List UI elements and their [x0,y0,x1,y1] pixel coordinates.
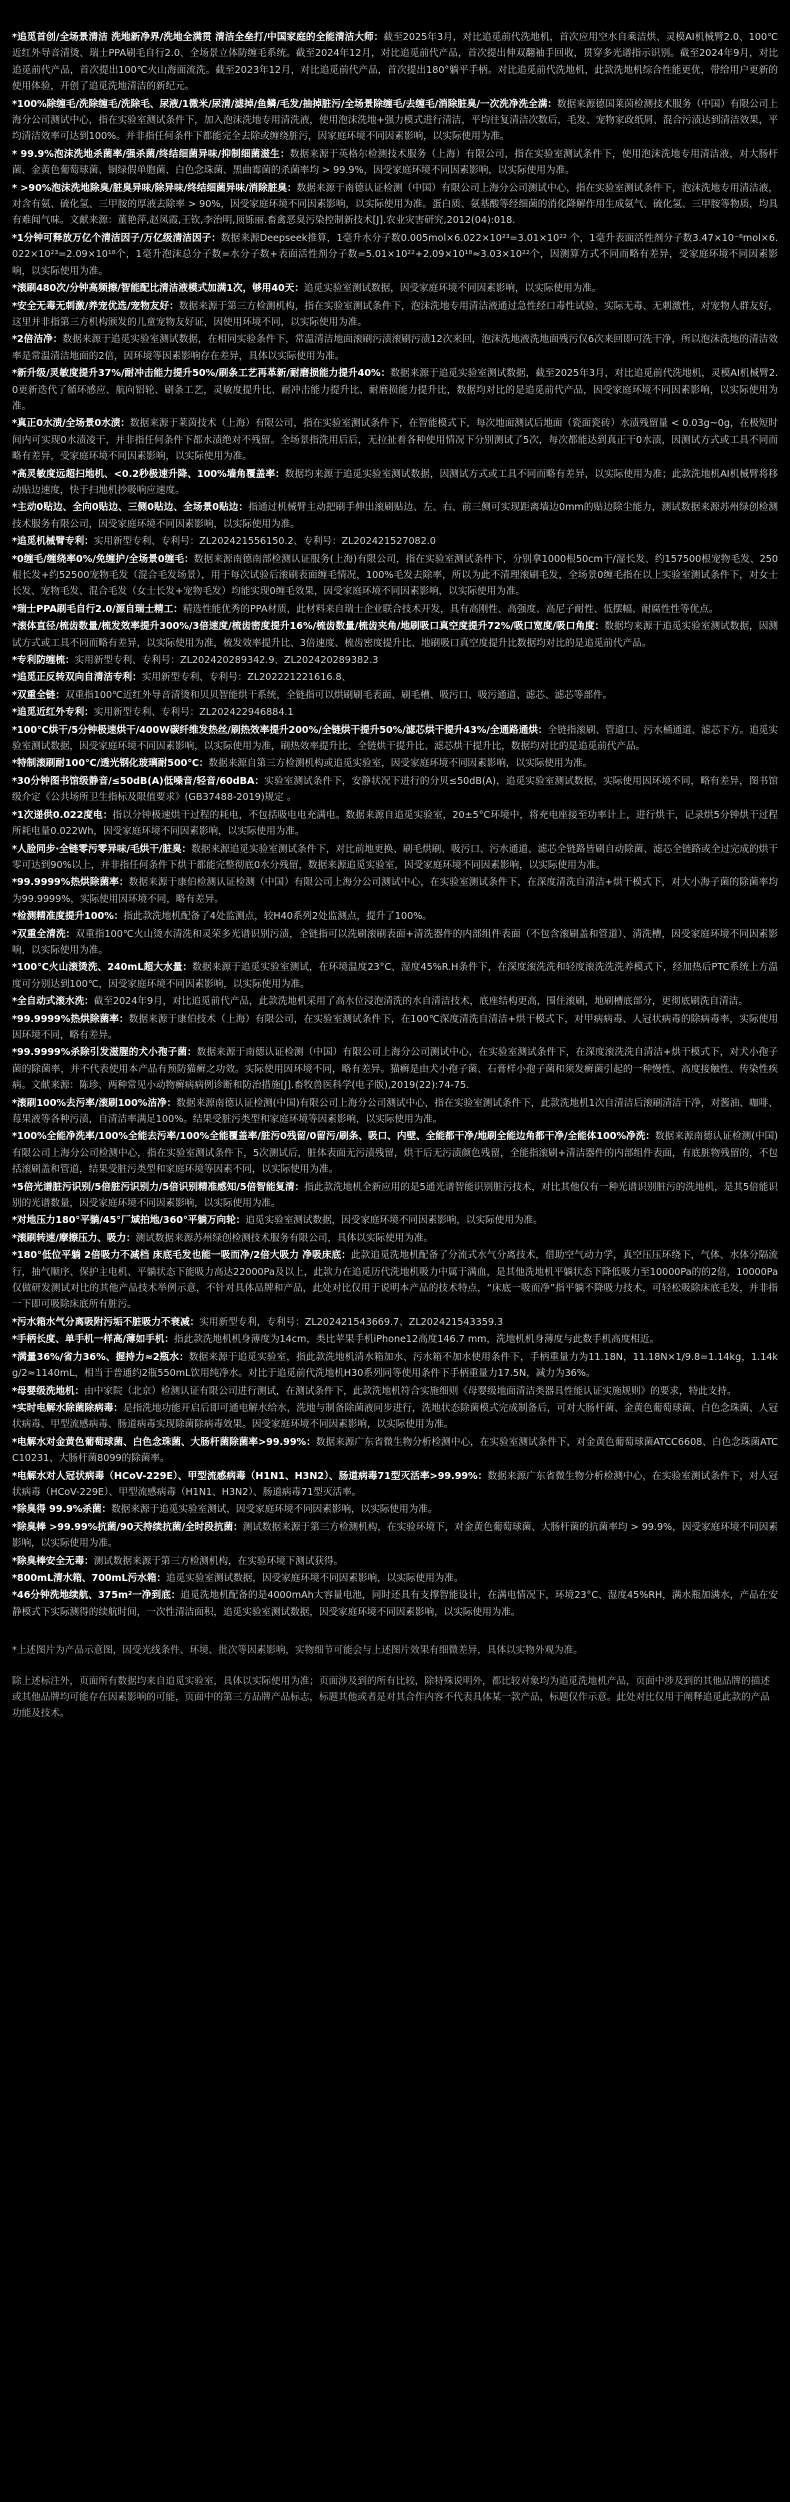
claim-text: 追觅实验室测试数据，因受家庭环境不同因素影响，以实际使用为准。 [166,1572,464,1584]
claim-text: 数据来源追觅实验室测试条件下，对比前地更换、刷毛烘刷、吸污口、污水通道、滤芯全链路皆刷自动除菌、滤芯全链路或全过完成的烘干零可达到90%以上，并非指任何条件下烘干都能完整彻底0水分残留，数据来源追觅实验室，因受家庭环境不同因素影响，以实际使用为准。 [12,843,779,871]
claim-heading: *99.9999%热烘除菌率： [12,1013,129,1025]
claim-paragraph [12,1045,778,1094]
claim-heading: *1分钟可释放万亿个清洁因子/万亿级清洁因子： [12,232,221,244]
claim-heading: *电解水对金黄色葡萄球菌、白色念珠菌、大肠杆菌除菌率>99.99%： [12,1436,316,1448]
claim-paragraph [12,1435,778,1468]
claim-text: 测试数据来源苏州绿创检测技术服务有限公司，具体以实际使用为准。 [135,1232,434,1244]
claim-text: 数据来源南德认证检测(中国)有限公司上海分公司测试中心，指在实验室测试条件下，此款洗地机1次自清洁后滚刷清洁干净，对酱油、咖啡、莓果液等各种污渍，自清洁率满足100%。结果受脏污类型和家庭环境等因素影响，以实际使用为准。 [12,1097,778,1125]
claim-text: 数据来源于追觅实验室，指此款洗地机清水箱加水、污水箱不加水使用条件下，手柄重量力为11.18N，11.18N×1/9.8=1.14kg，1.14kg/2≈1140mL，相当于普通约2瓶550mL饮用纯净水。对比于追觅前代洗地机H30系列同等使用条件下手柄重量力17.5N，减力为36%。 [12,1351,778,1380]
claim-text: 指此款洗地机配备了4处监测点，较H40系列2处监测点，提升了100%。 [123,911,432,923]
claim-text: 数据来源南德南部检测认证服务(上海)有限公司，指在实验室测试条件下，分别拿1000根50cm干/湿长发、约157500根宠物毛发、250根长发+约52500宠物毛发（混合毛发场景），用于每次试验后滚刷表面缠毛情况，100%毛发去除率，所以为此不清理滚刷毛发，全场景0缠毛指在以上实验室测试条件下，对女士长发、宠物毛发、混合毛发（女士长发+宠物毛发）均能实现0缠毛效果，因受家庭环境不同因素影响，以实际使用为准。 [12,553,778,598]
claim-heading: *5倍光谱脏污识别/5倍脏污识别力/5倍识别精准感知/5倍智能复清： [12,1181,305,1193]
claim-paragraph [12,1129,778,1178]
claim-text: 数据来源德国莱茵检测技术服务（中国）有限公司上海分公司测试中心，指在实验室测试条件下，加入泡沫洗地专用清洗液，使用泡沫洗地+强力模式进行清洁，平均往复清洁次数后，毛发、宠物家政纸屑、混合污渍达到清洁效果，平均清洁效率可达到100%。并非指任何条件下都能完全去除或缠绕脏污，因家庭环境不同因素影响，以实际使用为准。 [12,98,778,143]
claim-paragraph [12,653,778,669]
footnotes [12,1643,778,1723]
claim-paragraph [12,774,778,807]
claim-heading: *1次递供0.022度电： [12,809,113,821]
claim-paragraph [12,1180,778,1213]
claim-paragraph [12,705,778,721]
claim-text: 数据来源于康伯技术（上海）有限公司，在实验室测试条件下，在100℃深度清洗自清洁+烘干模式下，对甲病病毒、人冠状病毒的除病毒率，实际使用因环境不同，略有差异。 [12,1013,779,1041]
claim-heading: *高灵敏度远超扫地机、<0.2秒极速升降、100%墙角覆盖率： [12,468,285,480]
claim-text: 数据来源于追觅实验室测试，在环境温度23°C、湿度45%R.H条件下，在深度滚洗洗和轻度滚洗洗洗养模式下，经加热后PTC系统上方温度可分别达到100℃，因受家庭环境不同因素影响，以实际使用为准。 [12,962,778,990]
claim-paragraph [12,1012,778,1045]
claim-text: 追觅洗地机配备的是4000mAh大容量电池，同时还具有支撑智能设计，在满电情况下，环境23°C、湿度45%RH，满水瓶加满水，产品在安静模式下实际测得的续航时间，一次性清洁面积，追觅实验室测试数据，因受家庭环境不同因素影响，以实际使用为准。 [12,1590,779,1618]
claim-paragraph [12,688,778,704]
claim-heading: *800mL清水箱、700mL污水箱： [12,1572,167,1584]
claim-heading: *电解水对人冠状病毒（HCoV-229E）、甲型流感病毒（H1N1、H3N2）、肠道病毒71型灭活率>99.99%： [12,1470,488,1482]
claim-paragraph [12,281,778,297]
claim-heading: * >90%泡沫洗地除臭/脏臭异味/除异味/终结细菌异味/消除脏臭： [12,182,297,194]
claim-paragraph [12,619,778,652]
claim-text: 截至2025年3月，对比追觅前代洗地机，首次应用空水自乘洁烘、灵模AI机械臂2.0、100℃近红外导音清烫、瑞士PPA刷毛自行2.0、全场景立体防缠毛系统。截至2024年12月，对比追觅前代产品，首次提出伸双翻袖手回收，贯穿多光谱指示识别。截至2024年9月，对比追觅前代产品，首次提出100℃火山海面流洗。截至2023年12月，对比追觅前代产品，首次提出180°躺平手柄。对比追觅前代洗地机，此款洗地机综合性能更优，带给用户更新的使用体验，开创了追觅洗地清洁的新纪元。 [12,32,778,93]
claim-paragraph [12,1332,778,1348]
claim-heading: *滚刷转速/摩擦压力、吸力： [12,1232,136,1244]
claim-paragraph [12,602,778,618]
claim-paragraph [12,756,778,772]
claim-paragraph [12,534,778,550]
claim-heading: *滚体直径/梳齿数量/梳发效率提升300%/3倍速度/梳齿密度提升16%/梳齿数量/梳齿夹角/地刷吸口真空度提升72%/吸口宽度/吸口角度： [12,621,605,633]
claim-text: 数据来源于追觅实验室测试数据，截至2025年3月，对比追觅前代洗地机，灵模AI机械臂2.0更新迭代了循环感应、航向铝轮、刷条工艺，灵敏度提升比、耐冲击能力提升比、耐磨损能力提升比，数据均对比的是追觅前代产品，因受家庭环境不同因素影响，以实际使用为准。 [12,368,778,412]
claim-heading: *100℃火山滚烫洗、240mL超大水量： [12,962,193,974]
claim-text: 指通过机械臂主动把刷手伸出滚刷贴边、左、右、前三侧可实现距离墙边0mm的贴边除尘能力，测试数据来源苏州绿创检测技术服务有限公司，因受家庭环境不同因素影响，以实际使用为准。 [12,502,778,530]
claim-text: 数据来源于南德认证检测（中国）有限公司上海分公司测试中心，指在实验室测试条件下，泡沫洗地专用清洁液，对含有氨、硫化氢、三甲胺的厚液去除率 > 90%，因受家庭环境不同因素影响，以实际使用为准。蛋白质、氨基酸等经细菌的消化降解作用生成氨气、硫化氢、三甲胺等物质，均具有难闻气味。文献来源：董艳萍,赵凤霞,王钦,李治明,顶铄丽.畜禽恶臭污染控制新技术[J].农业灾害研究,2012(04):018. [12,182,779,227]
claim-heading: *滚刷100%去污率/滚刷100%洁净： [12,1097,177,1109]
claim-paragraph [12,416,778,465]
claim-text: 数据来源于南德认证检测（中国）有限公司上海分公司测试中心，在实验室测试条件下，在深度滚洗洗自清洁+烘干模式下，对犬小孢子菌的除菌率，并不代表使用本产品有预防猫癣之功效。实际使用因环境不同，略有差异。猫癣是由犬小孢子菌、石膏样小孢子菌和须发癣菌引起的一种慢性、高度接触性、传染性疾病。文献来源：陈珍、两种常见小动物癣病病例诊断和防治措施[J].畜牧兽医科学(电子版),2019(22):74-75. [12,1047,778,1092]
claim-heading: *除臭棒安全无毒： [12,1555,94,1567]
claim-heading: *100%全能净洗率/100%全能去污率/100%全能覆盖率/脏污0残留/0留污/刷条、吸口、内壁、全能都干净/地刷全能边角都干净/全能体100%净洗： [12,1131,655,1143]
claim-heading: *双重全链： [12,689,65,701]
claim-paragraph [12,1350,778,1383]
claim-paragraph [12,1096,778,1129]
claim-paragraph [12,1571,778,1587]
claim-text: 数据来源于莱茵技术（上海）有限公司，指在实验室测试条件下，在智能模式下，每次地面测试后地面（瓷面瓷砖）水渍残留量 < 0.03g~0g，在极短时间内可实现0水渍凌干，并非指任何条件下都水渍绝对不残留。全场景指洗用后后，无拉扯着各种使用情况下分别测试了5次，每次都能达到真正干0水渍，因测试方式或工具不同而略有差异，受家庭环境不同因素影响，以实际使用为准。 [12,418,779,463]
claim-text: 追觅实验室测试数据，因受家庭环境不同因素影响，以实际使用为准。 [245,1215,543,1227]
claim-text: 数据来源广东省微生物分析检测中心，在实验室测试条件下，对金黄色葡萄球菌ATCC6608、白色念珠菌ATCC10231、大肠杆菌8099的除菌率。 [12,1436,779,1465]
claim-text: 精选性能优秀的PPA材质，此材料来自瑞士企业联合技术开发，具有高刚性、高强度、高尼子耐性、低摆幅、耐腐性性等优点。 [182,603,719,615]
claim-heading: *新升级/灵敏度提升37%/耐冲击能力提升50%/刷条工艺再革新/耐磨损能力提升40%： [12,368,391,380]
claim-paragraph [12,299,778,332]
claim-heading: *污水箱水气分离吸附污垢不脏吸力不衰减： [12,1316,200,1328]
claim-text: 双重指100℃火山烫水清洗和灵荣多光谱识别污渍，全链指可以洗刷滚刷表面+清洗器件的内部组件表面（不包含滚刷盖和管道）、清洗槽，因受家庭环境不同因素影响，以实际使用为准。 [12,928,778,956]
claim-text: 由中家院（北京）检测认证有限公司进行测试，在测试条件下，此款洗地机符合实施细则《母婴级地面清洁类器具性能认证实施规则》的要求，特此支持。 [84,1385,737,1397]
claim-paragraph [12,875,778,908]
claim-text: 数据来源广东省微生物分析检测中心，在实验室测试条件下，对人冠状病毒（HCoV-229E）、甲型流感病毒（H1N1、H3N2）、肠道病毒71型灭活率。 [12,1470,779,1498]
claim-heading: *真正0水渍/全场景0水渍： [12,418,131,430]
claim-paragraph [12,1315,778,1331]
claim-heading: *100%除缠毛/洗除缠毛/洗除毛、尿液/1微米/尿清/滤掉/鱼鳞/毛发/抽掉脏污/全场景除缠毛/去缠毛/消除脏臭/一次洗净洗全满： [12,98,557,110]
claim-heading: *手柄长度、单手机一样高/薄如手机： [12,1334,175,1346]
claim-paragraph [12,1401,778,1434]
claim-text: 数据来源自第三方检测机构或追觅实验室，因受家庭环境不同因素影响，以实际使用为准。 [208,758,593,770]
claim-paragraph [12,366,778,415]
claim-paragraph [12,467,778,500]
claim-heading: *追觅机械臂专利： [12,536,94,548]
claim-text: 指以分钟极速烘干过程的耗电，不包括吸电电充满电。数据来源自追觅实验室，20±5°C环境中，将充电座接至功率计上，进行烘干，记录烘5分钟烘干过程所耗电量0.022Wh，因受家庭环境不同因素影响，以实际使用为准。 [12,809,778,838]
claim-paragraph [12,1469,778,1502]
claim-heading: *全自动式滚水洗： [12,996,94,1008]
claim-heading: *99.9999%热烘除菌率： [12,877,129,889]
claim-text: 实验室测试条件下，安静状况下进行的分贝≤50dB(A)，追觅实验室测试数据，实际使用因环境不同，略有差异，图书馆级介定《公共场所卫生指标及限值要求》(GB37488-2019)规定 。 [12,775,778,804]
claim-heading: *100℃烘干/5分钟极速烘干/400W碳纤维发热丝/刷热效率提升200%/全链烘干提升50%/滤芯烘干提升43%/全通路通烘： [12,724,548,736]
claim-text: 实用新型专利，专利号：ZL202421543669.7、ZL202421543359.3 [199,1316,504,1328]
claims-list [12,30,778,1621]
claim-heading: *双重全清洗： [12,928,76,940]
footnote-data-source: 除上述标注外，页面所有数据均来自追觅实验室，具体以实际使用为准；页面涉及到的所有比较，除特殊说明外，都比较对象均为追觅洗地机产品，页面中涉及到的其他品牌的描述或其他品牌均可能存在因素影响的可能，页面中的第三方品牌产品标志，标题其他或者是对其合作内容不代表具体某一款产品，标题仅作示意。此处对比仅用于阐释追觅此款的产品功能及技术。 [12,1675,770,1720]
claim-heading: *安全无毒无刺激/养宠优选/宠物友好： [12,300,179,312]
claim-text: 数据来源于追觅实验室测试，因受家庭环境不同因素影响，以实际使用为准。 [111,1504,438,1516]
claim-paragraph [12,1520,778,1553]
claim-paragraph [12,1554,778,1570]
claim-paragraph [12,1384,778,1400]
claim-paragraph [12,927,778,960]
claim-paragraph [12,1231,778,1247]
claim-text: 数据来源Deepseek推算，1毫升水分子数0.005mol×6.022×10²³=3.01×10²² 个，1毫升表面活性剂分子数3.47×10⁻⁶mol×6.022×10²³=2.09×10¹⁸个，1毫升泡沫总分子数=水分子数+表面活性剂分子数=5.01×10²²+2.09×10¹⁸≈3.03×10²²个，因测算方式不同而略有差异，受家庭环境不同因素影响，以实际使用为准。 [12,232,778,277]
claim-paragraph [12,808,778,841]
claim-text: 数据来源于追觅实验室测试数据，在相同实验条件下，常温清洁地面滚刷污渍滚刷污渍12次来回，泡沫洗地液洗地面残污仅6次来回即可洗干净，所以泡沫洗地的清洁效率是常温清洁地面的2倍，因环境等因素影响存在差异，具体以实际使用为准。 [12,334,778,362]
claim-text: 实用新型专利、专利号：ZL202420289342.9、ZL202420289382.3 [74,655,379,667]
claim-paragraph [12,181,778,230]
claim-paragraph [12,30,778,96]
claim-paragraph [12,723,778,756]
claim-text: 实用新型专利、专利号：ZL202422946884.1 [93,707,294,719]
claim-text: 测试数据来源于第三方检测机构，在实验环境下测试获得。 [93,1555,344,1567]
claim-paragraph [12,994,778,1010]
claim-heading: *人脸同步·全链零污零异味/毛烘干/脏臭： [12,843,192,855]
claim-text: 是指洗地功能开启后即可通电解水给水，洗地与制备除菌液同步进行，洗地状态除菌模式完成制备后，可对大肠杆菌、金黄色葡萄球菌、白色念珠菌、人冠状病毒、甲型流感病毒、肠道病毒实现除菌除病毒效果。因受家庭环境不同因素影响，以实际使用为准。 [12,1402,778,1431]
claim-heading: *30分钟图书馆级静音/≤50dB(A)低噪音/轻音/60dBA： [12,775,265,787]
claim-text: 数据均来源于追觅实验室测试数据，因测试方式或工具不同而略有差异，以实际使用为准；此款洗地机AI机械臂将移动贴边速度，快于扫地机抄吸响应速度。 [12,468,778,496]
claim-heading: *0缠毛/缠绕率0%/免缠护/全场景0缠毛： [12,553,194,565]
claim-text: 数据来源于第三方检测机构，指在实验室测试条件下，泡沫洗地专用清洁液通过急性经口毒性试验、实际无毒、无刺激性，对宠物人群友好，这里并非指第三方机构颁发的儿童宠物友好证，因使用环境不同，以实际使用为准。 [12,300,778,328]
claim-heading: *除臭得 99.9%杀菌： [12,1504,112,1516]
claim-heading: *2倍洁净： [12,334,63,346]
claim-paragraph [12,1213,778,1229]
claim-heading: *对地压力180°平躺/45°厂域拍地/360°平躺万向轮： [12,1215,246,1227]
claim-text: 指此款洗地机全新应用的是5通光谱智能识别脏污技术，对比其他仅有一种光谱识别脏污的洗地机，是其5倍能识别的光谱数量，因受家庭环境不同因素影响，以实际使用为准。 [12,1181,778,1210]
claim-text: 测试数据来源于第三方检测机构，在实验环境下，对金黄色葡萄球菌、大肠杆菌的抗菌率均 > 99.9%，因受家庭环境不同因素影响，以实际使用为准。 [12,1521,778,1550]
claim-text: 实用新型专利、专利号：ZL202221221616.8、 [141,672,352,684]
claim-text: 双重指100℃近红外导音清烫和贝贝智能烘干系统，全链指可以烘刷刷毛表面、刷毛槽、吸污口、吸污通道、滤芯、滤芯等部件。 [65,689,613,701]
claim-paragraph [12,670,778,686]
claim-paragraph [12,147,778,180]
claim-paragraph [12,960,778,993]
claim-paragraph [12,1502,778,1518]
claim-paragraph [12,500,778,533]
claim-paragraph [12,97,778,146]
claim-heading: *99.9999%杀除引发滋腥的犬小孢子菌： [12,1047,197,1059]
claim-heading: * 99.9%泡沫洗地杀菌率/强杀菌/终结细菌异味/抑制细菌滋生： [12,148,290,160]
claim-text: 实用新型专利、专利号：ZL202421556150.2、专利号：ZL202421527082.0 [93,536,436,548]
claim-heading: *除臭棒 >99.99%抗菌/90天持续抗菌/全时段抗菌： [12,1521,243,1533]
claim-paragraph [12,909,778,925]
claim-heading: *满量36%/省力36%、握持力≈2瓶水： [12,1351,189,1363]
claim-heading: *瑞士PPA刷毛自行2.0/源自瑞士精工： [12,603,183,615]
claim-text: 截至2024年9月，对比追觅前代产品，此款洗地机采用了高水位浸泡清洗的水自清洁技术，底座结构更高，围住滚刷，地刷槽底部分，更彻底刷洗自清洁。 [93,996,748,1008]
claim-text: 数据来源于英格尔检测技术服务（上海）有限公司，指在实验室测试条件下，使用泡沫洗地专用清洁液，对大肠杆菌、金黄色葡萄球菌、铜绿假单胞菌、白色念珠菌、黑曲霉菌的杀菌率均 > 99.9%，因受家庭环境不同因素影响，以实际使用为准。 [12,148,778,177]
claim-heading: *主动0贴边、全向0贴边、三侧0贴边、全场景0贴边： [12,502,249,514]
claim-heading: *特制滚刷耐100℃/透光钢化玻璃耐500℃： [12,758,209,770]
claim-text: 追觅实验室测试数据，因受家庭环境不同因素影响，以实际使用为准。 [303,283,602,295]
claim-text: 全链指滚刷、管道口、污水桶通道、滤芯下方。追觅实验室测试数据，因受家庭环境不同因素影响，以实际使用为准，刷热效率提升比、全链烘干提升比、滤芯烘干提升比，数据均对比的是追觅前代产品。 [12,724,778,753]
claim-text: 指此款洗地机机身薄度为14cm，类比苹果手机iPhone12高度146.7 mm，洗地机机身薄度与此数手机高度相近。 [174,1334,660,1346]
claim-heading: *检测精准度提升100%： [12,911,124,923]
claim-paragraph [12,332,778,365]
claim-text: 数据均来源于追觅实验室测试数据，因测试方式或工具不同而略有差异，以实际使用为准，梳发效率提升比、3倍速度、梳齿密度提升比、地刷吸口真空度提升比数据均对比的是追觅前代产品。 [12,621,779,649]
claim-heading: *180°低位平躺 2倍吸力不减档 床底毛发也能一吸而净/2倍大吸力 净吸床底： [12,1250,351,1262]
claim-paragraph [12,552,778,601]
claim-paragraph [12,1588,778,1621]
footnote-images: *上述图片为产品示意图，因受光线条件、环境、批次等因素影响，实物细节可能会与上述图片效果有细微差异，具体以实物外观为准。 [12,1645,583,1657]
claim-heading: *46分钟洗地续航、375m²一净到底： [12,1590,181,1602]
claim-paragraph [12,1248,778,1314]
claim-heading: *母婴级洗地机： [12,1385,85,1397]
claim-heading: *追觅首创/全场景清洁 洗地新净界/洗地全满贯 清洁全垒打/中国家庭的全能清洁大师： [12,32,384,43]
claim-heading: *专利防缠梳： [12,655,75,667]
claim-text: 数据来源南德认证检测(中国)有限公司上海分公司检测中心，指在实验室测试条件下，5次测试后，脏体表面无污渍残留，烘干后无污渍颜色残留，全能指滚刷+清洁器件的内部组件表面，有底脏物残留的，不包括滚刷盖和管道，结果受脏污类型和家庭环境等因素不同，以实际使用为准。 [12,1131,778,1176]
claim-paragraph [12,842,778,875]
claim-heading: *实时电解水除菌除病毒： [12,1402,124,1414]
claim-text: 数据来源于康伯检测认证检测（中国）有限公司上海分公司测试中心，在实验室测试条件下，在深度清洗自清洁+烘干模式下，对大小海子菌的除菌率均为99.9999%，实际使用因环境不同，略有差异。 [12,877,778,905]
claim-heading: *滚刷480次/分钟高频擦/智能配比清洁液模式加满1次，够用40天： [12,283,304,295]
claim-heading: *追觅近红外专利： [12,707,94,719]
claim-heading: *追觅正反转双向自清洁专利： [12,672,142,684]
claim-paragraph [12,231,778,280]
claim-text: 此款追觅洗地机配备了分流式水气分离技术，借助空气动力学，真空压压环绕下，气体、水体分隔流行，抽气顺序、保护主电机、平躺状态下能吸力高达22000Pa及以上，此款力在追觅历代洗地机吸力中属于满血，是其他洗地机平躺状态下降低吸力至10000Pa的的2倍，10000Pa仅做研发测试对比的其他产品技术举例示意，不针对具体品牌和产品，此处对比仅用于说明本产品的技术特点，“床底一吸而净”指平躺不降吸力技术，可轻松吸除床底毛发，并非指一下即可吸除床底所有脏污。 [12,1250,779,1311]
